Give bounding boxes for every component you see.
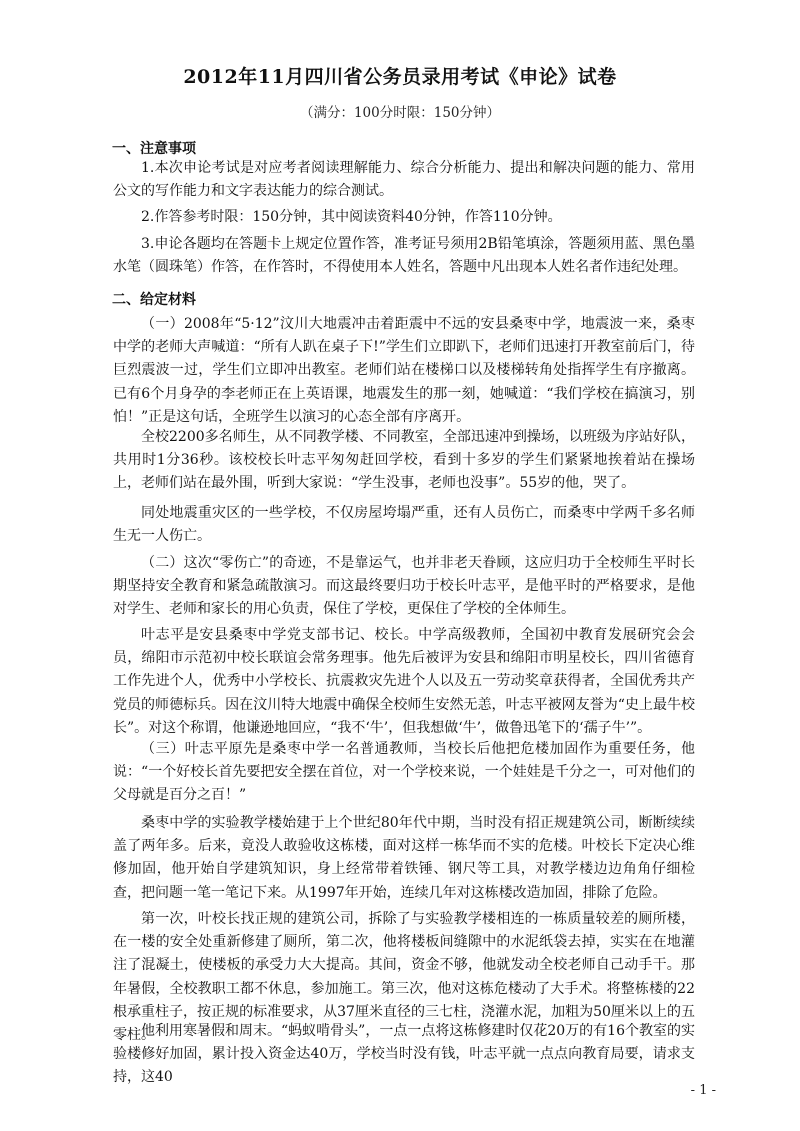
material-paragraph: 全校2200多名师生，从不同教学楼、不同教室，全部迅速冲到操场，以班级为序站好队，共用时1分36秒。该校校长叶志平匆匆赶回学校，看到十多岁的学生们紧紧地挨着站在操场上，老师们站在最外围，听到大家说：“学生没事，老师也没事”。55岁的他，哭了。 xyxy=(113,429,695,492)
document-subtitle: （满分：100分时限：150分钟） xyxy=(299,105,501,121)
section-heading-notes: 一、注意事项 xyxy=(112,141,196,157)
notes-item-3: 3.申论各题均在答题卡上规定位置作答，准考证号须用2B铅笔填涂，答题须用蓝、黑色墨水笔（圆珠笔）作答，在作答时，不得使用本人姓名，答题中凡出现本人姓名者作违纪处理。 xyxy=(113,236,695,276)
material-paragraph: （三）叶志平原先是桑枣中学一名普通教师，当校长后他把危楼加固作为重要任务，他说：“一个好校长首先要把安全摆在首位，对一个学校来说，一个娃娃是千分之一，可对他们的父母就是百分之百！” xyxy=(113,741,695,804)
material-paragraph: （一）2008年“5·12”汶川大地震冲击着距震中不远的安县桑枣中学，地震波一来，桑枣中学的老师大声喊道：“所有人趴在桌子下!”学生们立即趴下，老师们迅速打开教室前后门，待巨烈震波一过，学生们立即冲出教室。老师们站在楼梯口以及楼梯转角处指挥学生有序撤离。已有6个月身孕的李老师正在上英语课，地震发生的那一刻，她喊道：“我们学校在搞演习，别怕！”正是这句话，全班学生以演习的心态全部有序离开。 xyxy=(113,316,695,425)
document-title: 2012年11月四川省公务员录用考试《申论》试卷 xyxy=(183,66,617,88)
section-heading-materials: 二、给定材料 xyxy=(112,292,196,308)
notes-item-1: 1.本次申论考试是对应考者阅读理解能力、综合分析能力、提出和解决问题的能力、常用公文的写作能力和文字表达能力的综合测试。 xyxy=(113,160,695,200)
material-paragraph: 同处地震重灾区的一些学校，不仅房屋垮塌严重，还有人员伤亡，而桑枣中学两千多名师生无一人伤亡。 xyxy=(113,505,695,545)
notes-item-2: 2.作答参考时限：150分钟，其中阅读资料40分钟，作答110分钟。 xyxy=(141,209,562,225)
material-paragraph: （二）这次“零伤亡”的奇迹，不是靠运气，也并非老天眷顾，这应归功于全校师生平时长期坚持安全教育和紧急疏散演习。而这最终要归功于校长叶志平，是他平时的严格要求，是他对学生、老师和家长的用心负责，保住了学校，更保住了学校的全体师生。 xyxy=(113,555,695,618)
material-paragraph: 桑枣中学的实验教学楼始建于上个世纪80年代中期，当时没有招正规建筑公司，断断续续盖了两年多。后来，竟没人敢验收这栋楼，面对这样一栋华而不实的危楼。叶校长下定决心维修加固，他开始自学建筑知识，身上经常带着铁锤、钢尺等工具，对教学楼边边角角仔细检查，把问题一笔一笔记下来。从1997年开始，连续几年对这栋楼改造加固，排除了危险。 xyxy=(113,815,695,901)
material-paragraph: 叶志平是安县桑枣中学党支部书记、校长。中学高级教师，全国初中教育发展研究会会员，绵阳市示范初中校长联谊会常务理事。他先后被评为安县和绵阳市明星校长，四川省德育工作先进个人，优秀中小学校长、抗震救灾先进个人以及五一劳动奖章获得者，全国优秀共产党员的师德标兵。因在汶川特大地震中确保全校师生安然无恙，叶志平被网友誉为“史上最牛校长”。对这个称谓，他谦逊地回应，“我不‘牛’，但我想做‘牛’，做鲁迅笔下的‘孺子牛’”。 xyxy=(113,627,695,736)
page-number: - 1 - xyxy=(690,1083,716,1098)
material-paragraph: 他利用寒暑假和周末。“蚂蚁啃骨头”，一点一点将这栋修建时仅花20万的有16个教室的实验楼修好加固，累计投入资金达40万，学校当时没有钱，叶志平就一点点向教育局要，请求支持，这40 xyxy=(113,1023,695,1086)
material-paragraph: 第一次，叶校长找正规的建筑公司，拆除了与实验教学楼相连的一栋质量较差的厕所楼，在一楼的安全处重新修建了厕所，第二次，他将楼板间缝隙中的水泥纸袋去掉，实实在在地灌注了混凝土，使楼板的承受力大大提高。其间，资金不够，他就发动全校老师自己动手干。那年暑假，全校教职工都不休息，参加施工。第三次，他对这栋危楼动了大手术。将整栋楼的22根承重柱子，按正规的标准要求，从37厘米直径的三七柱，浇灌水泥，加粗为50厘米以上的五零柱。 xyxy=(113,911,695,1044)
